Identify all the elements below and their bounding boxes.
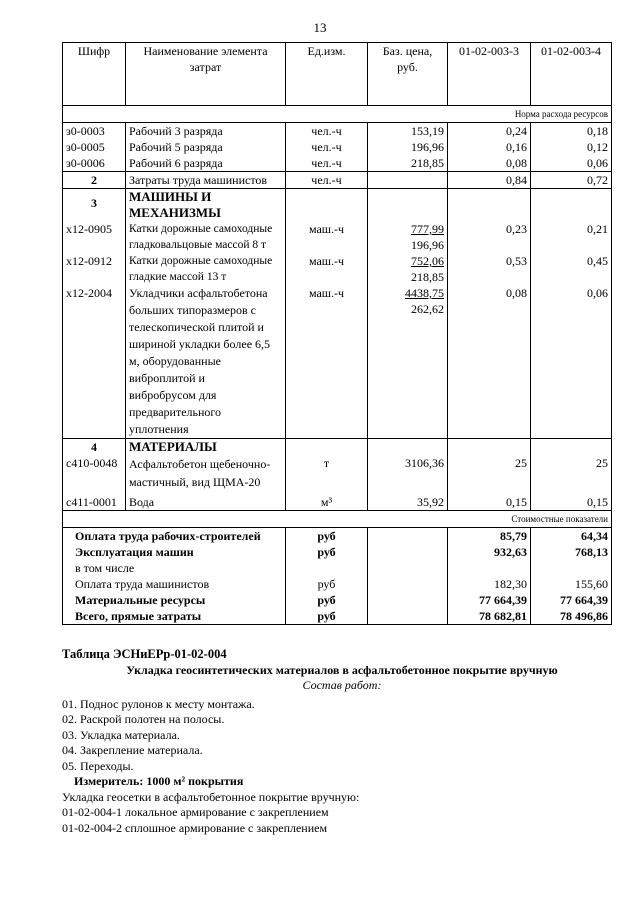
row-price: 153,19: [368, 123, 448, 140]
row-price-secondary: 262,62: [411, 302, 444, 316]
row-name: Вода: [126, 491, 286, 511]
summary-value-b: 64,34: [531, 528, 612, 545]
row-code: х12-0905: [63, 221, 126, 253]
row-price: 3106,36: [368, 455, 448, 491]
row-unit: маш.-ч: [286, 285, 368, 439]
summary-row: [63, 592, 612, 608]
summary-label: Оплата труда машинистов: [63, 576, 286, 592]
row-name: Затраты труда машинистов: [126, 172, 286, 189]
summary-label: в том числе: [63, 560, 286, 576]
steps-list: [62, 697, 622, 775]
row-name: [126, 455, 286, 491]
summary-value-b: 77 664,39: [531, 592, 612, 608]
summary-label: Эксплуатация машин: [63, 544, 286, 560]
header-name: Наименование элемента затрат: [126, 43, 286, 106]
summary-unit: руб: [286, 608, 368, 625]
row-name-line: гладковальцовые массой 8 т: [129, 239, 267, 251]
list-item: 03. Укладка материала.: [62, 727, 180, 742]
summary-value-a: 85,79: [448, 528, 531, 545]
section-title: МАШИНЫ И: [129, 189, 212, 204]
list-item: 02. Раскрой полотен на полосы.: [62, 712, 225, 726]
summary-row: [63, 576, 612, 592]
row-name-line: Катки дорожные самоходные: [129, 255, 273, 267]
description: Укладка геосетки в асфальтобетонное покрытие вручную:: [62, 789, 360, 804]
header-code: Шифр: [63, 43, 126, 106]
table-row: [63, 155, 612, 172]
row-name: Рабочий 5 разряда: [126, 139, 286, 155]
row-price: 196,96: [368, 139, 448, 155]
header-col-b: 01-02-003-4: [531, 43, 612, 106]
row-value-a: 0,15: [448, 491, 531, 511]
row-value-b: 0,45: [531, 253, 612, 285]
row-unit: т: [286, 455, 368, 491]
summary-value-a: 182,30: [448, 576, 531, 592]
row-name-line: гладкие массой 13 т: [129, 271, 227, 283]
row-value-b: 0,12: [531, 139, 612, 155]
row-name-line: телескопической плитой и: [129, 320, 264, 334]
row-name: Рабочий 3 разряда: [126, 123, 286, 140]
row-value-b: 0,21: [531, 221, 612, 253]
table-row: [63, 123, 612, 140]
summary-row: [63, 560, 612, 576]
row-value-a: 0,24: [448, 123, 531, 140]
row-price: [368, 172, 448, 189]
summary-unit: руб: [286, 592, 368, 608]
summary-unit: руб: [286, 576, 368, 592]
summary-row: [63, 608, 612, 625]
row-unit: чел.-ч: [286, 139, 368, 155]
list-item: 01-02-004-1 локальное армирование с закреплением: [62, 805, 329, 819]
next-table-block: [62, 647, 622, 836]
row-name-line: Катки дорожные самоходные: [129, 223, 273, 235]
row-value-a: 0,84: [448, 172, 531, 189]
band-costs: Стоимостные показатели: [63, 511, 612, 528]
table-row: [63, 253, 612, 285]
row-code: х12-2004: [63, 285, 126, 439]
row-value-b: 0,06: [531, 285, 612, 439]
row-price-main: 752,06: [411, 254, 444, 268]
row-price: 35,92: [368, 491, 448, 511]
section-machines: [63, 189, 612, 222]
row-unit: чел.-ч: [286, 172, 368, 189]
row-price: [368, 221, 448, 253]
row-code: з0-0006: [63, 155, 126, 172]
row-name: [126, 285, 286, 439]
row-unit: маш.-ч: [286, 253, 368, 285]
table-row: [63, 139, 612, 155]
row-name: [126, 221, 286, 253]
summary-value-a: 77 664,39: [448, 592, 531, 608]
row-unit: чел.-ч: [286, 155, 368, 172]
row-name: [126, 253, 286, 285]
row-value-b: 0,18: [531, 123, 612, 140]
section-code: 4: [63, 439, 126, 456]
row-price: 218,85: [368, 155, 448, 172]
row-name-line: Укладчики асфальтобетона: [129, 286, 268, 300]
row-code: х12-0912: [63, 253, 126, 285]
row-code: с411-0001: [63, 491, 126, 511]
row-unit: маш.-ч: [286, 221, 368, 253]
list-item: 01-02-004-2 сплошное армирование с закреплением: [62, 820, 328, 835]
summary-unit: руб: [286, 544, 368, 560]
list-item: 01. Поднос рулонов к месту монтажа.: [62, 696, 255, 711]
row-code: з0-0005: [63, 139, 126, 155]
row-code: с410-0048: [63, 455, 126, 491]
table-row: [63, 285, 612, 439]
table-row: [63, 455, 612, 491]
row-value-b: 0,15: [531, 491, 612, 511]
row-value-a: 0,23: [448, 221, 531, 253]
row-value-b: 0,72: [531, 172, 612, 189]
summary-unit: руб: [286, 528, 368, 545]
table-header: [63, 43, 612, 106]
section-title: МАТЕРИАЛЫ: [126, 439, 286, 456]
next-table-title: Таблица ЭСНиЕРр-01-02-004: [62, 647, 227, 661]
row-name-line: м, оборудованные: [129, 354, 221, 368]
row-name: Рабочий 6 разряда: [126, 155, 286, 172]
row-value-a: 0,08: [448, 155, 531, 172]
table-row: [63, 491, 612, 511]
meter: Измеритель: 1000 м² покрытия: [74, 774, 244, 788]
summary-label: Оплата труда рабочих-строителей: [63, 528, 286, 545]
next-table-subtitle: Укладка геосинтетических материалов в асфальтобетонное покрытие вручную: [126, 662, 558, 677]
row-unit: чел.-ч: [286, 123, 368, 140]
row-unit: м³: [286, 491, 368, 511]
summary-value-a: 932,63: [448, 544, 531, 560]
list-item: 04. Закрепление материала.: [62, 743, 203, 757]
summary-value-a: 78 682,81: [448, 608, 531, 625]
row-name-line: виброплитой и: [129, 371, 205, 385]
row-value-a: 0,53: [448, 253, 531, 285]
summary-label: Всего, прямые затраты: [63, 608, 286, 625]
row-name-line: шириной укладки более 6,5: [129, 337, 271, 351]
composition-title: Состав работ:: [302, 678, 382, 692]
band-resources: Норма расхода ресурсов: [63, 106, 612, 123]
row-code: 2: [63, 172, 126, 189]
row-price-main: 4438,75: [405, 286, 444, 300]
row-value-b: 25: [531, 455, 612, 491]
header-base-price: Баз. цена, руб.: [368, 43, 448, 106]
list-item: 05. Переходы.: [62, 758, 134, 773]
header-col-a: 01-02-003-3: [448, 43, 531, 106]
summary-row: [63, 544, 612, 560]
row-name-line: предварительного: [129, 405, 222, 419]
section-code: 3: [63, 189, 126, 222]
row-price-secondary: 196,96: [411, 238, 444, 252]
row-value-a: 0,16: [448, 139, 531, 155]
row-value-a: 25: [448, 455, 531, 491]
row-name-line: уплотнения: [129, 422, 189, 436]
row-price-main: 777,99: [411, 222, 444, 236]
row-price: [368, 253, 448, 285]
row-name-line: мастичный, вид ЩМА-20: [129, 475, 261, 489]
summary-row: [63, 528, 612, 545]
table-row: [63, 172, 612, 189]
page-number: 13: [313, 20, 327, 35]
summary-value-b: 78 496,86: [531, 608, 612, 625]
summary-value-b: 155,60: [531, 576, 612, 592]
row-price: [368, 285, 448, 439]
row-name-line: больших типоразмеров с: [129, 303, 256, 317]
section-materials: [63, 439, 612, 456]
row-value-a: 0,08: [448, 285, 531, 439]
summary-value-b: 768,13: [531, 544, 612, 560]
table-row: [63, 221, 612, 253]
row-name-line: вибробрусом для: [129, 388, 217, 402]
resource-table: [62, 42, 612, 625]
row-value-b: 0,06: [531, 155, 612, 172]
row-name-line: Асфальтобетон щебеночно-: [129, 457, 271, 471]
summary-label: Материальные ресурсы: [63, 592, 286, 608]
section-title: МЕХАНИЗМЫ: [129, 205, 221, 220]
row-price-secondary: 218,85: [411, 270, 444, 284]
row-code: з0-0003: [63, 123, 126, 140]
header-unit: Ед.изм.: [286, 43, 368, 106]
